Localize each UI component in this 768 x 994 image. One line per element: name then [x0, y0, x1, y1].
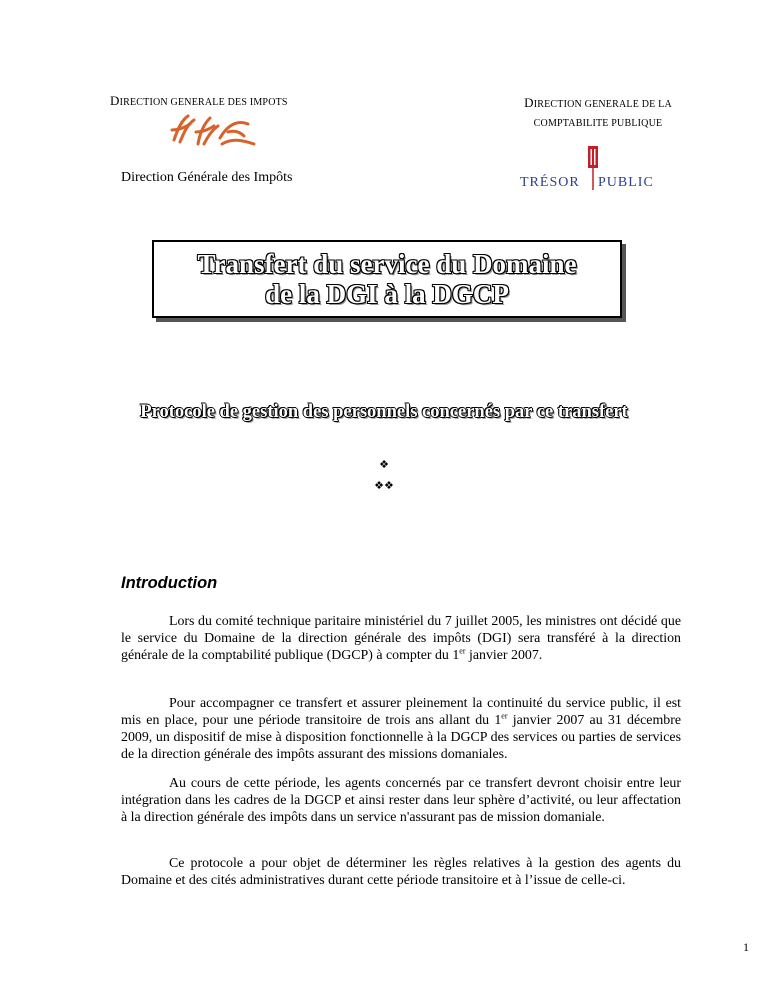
intro-paragraph-2: Pour accompagner ce transfert et assurer pleinement la continuité du service public, il est mis en place, pour une période transitoire de trois ans allant du 1er janvier 2007 au 31 décembre 2009, un dispositif de mise à disposition fonctionnelle à la DGCP des services ou parties de services de la direction générale des impôts assurant des missions domaniales.: [121, 696, 681, 762]
header-left-title: DIRECTION GENERALE DES IMPOTS: [110, 93, 288, 108]
ornament-diamond-icon: ❖: [379, 458, 389, 471]
page-number: 1: [743, 940, 749, 954]
title-line-1: Transfert du service du Domaine: [197, 249, 577, 279]
document-subtitle: Protocole de gestion des personnels concernés par ce transfert: [140, 402, 628, 422]
section-heading-introduction: Introduction: [121, 574, 218, 592]
tresor-logo-text-right: PUBLIC: [598, 175, 654, 190]
title-line-2: de la DGI à la DGCP: [265, 279, 509, 309]
intro-paragraph-1: Lors du comité technique paritaire ministériel du 7 juillet 2005, les ministres ont décidé que le service du Domaine de la direction générale des impôts (DGI) sera transféré à la direction générale de la comptabilité publique (DGCP) à compter du 1er janvier 2007.: [121, 614, 681, 663]
dgi-logo-icon: [168, 110, 258, 152]
ornament-double-diamond-icon: ❖❖: [374, 479, 394, 492]
dgi-caption: Direction Générale des Impôts: [121, 170, 293, 185]
header-right-title: DIRECTION GENERALE DE LA COMPTABILITE PUBLIQUE: [524, 95, 672, 129]
intro-paragraph-3: Au cours de cette période, les agents concernés par ce transfert devront choisir entre leur intégration dans les cadres de la DGCP et ainsi rester dans leur sphère d’activité, ou leur affectation à la direction générale des impôts dans un service n'assurant pas de mission domaniale.: [121, 776, 681, 825]
intro-paragraph-4: Ce protocole a pour objet de déterminer les règles relatives à la gestion des agents du Domaine et des cités administratives durant cette période transitoire et à l’issue de celle-ci.: [121, 856, 681, 888]
title-box: [152, 240, 622, 318]
tresor-public-logo-icon: [518, 146, 660, 192]
tresor-logo-text-left: TRÉSOR: [520, 175, 580, 190]
